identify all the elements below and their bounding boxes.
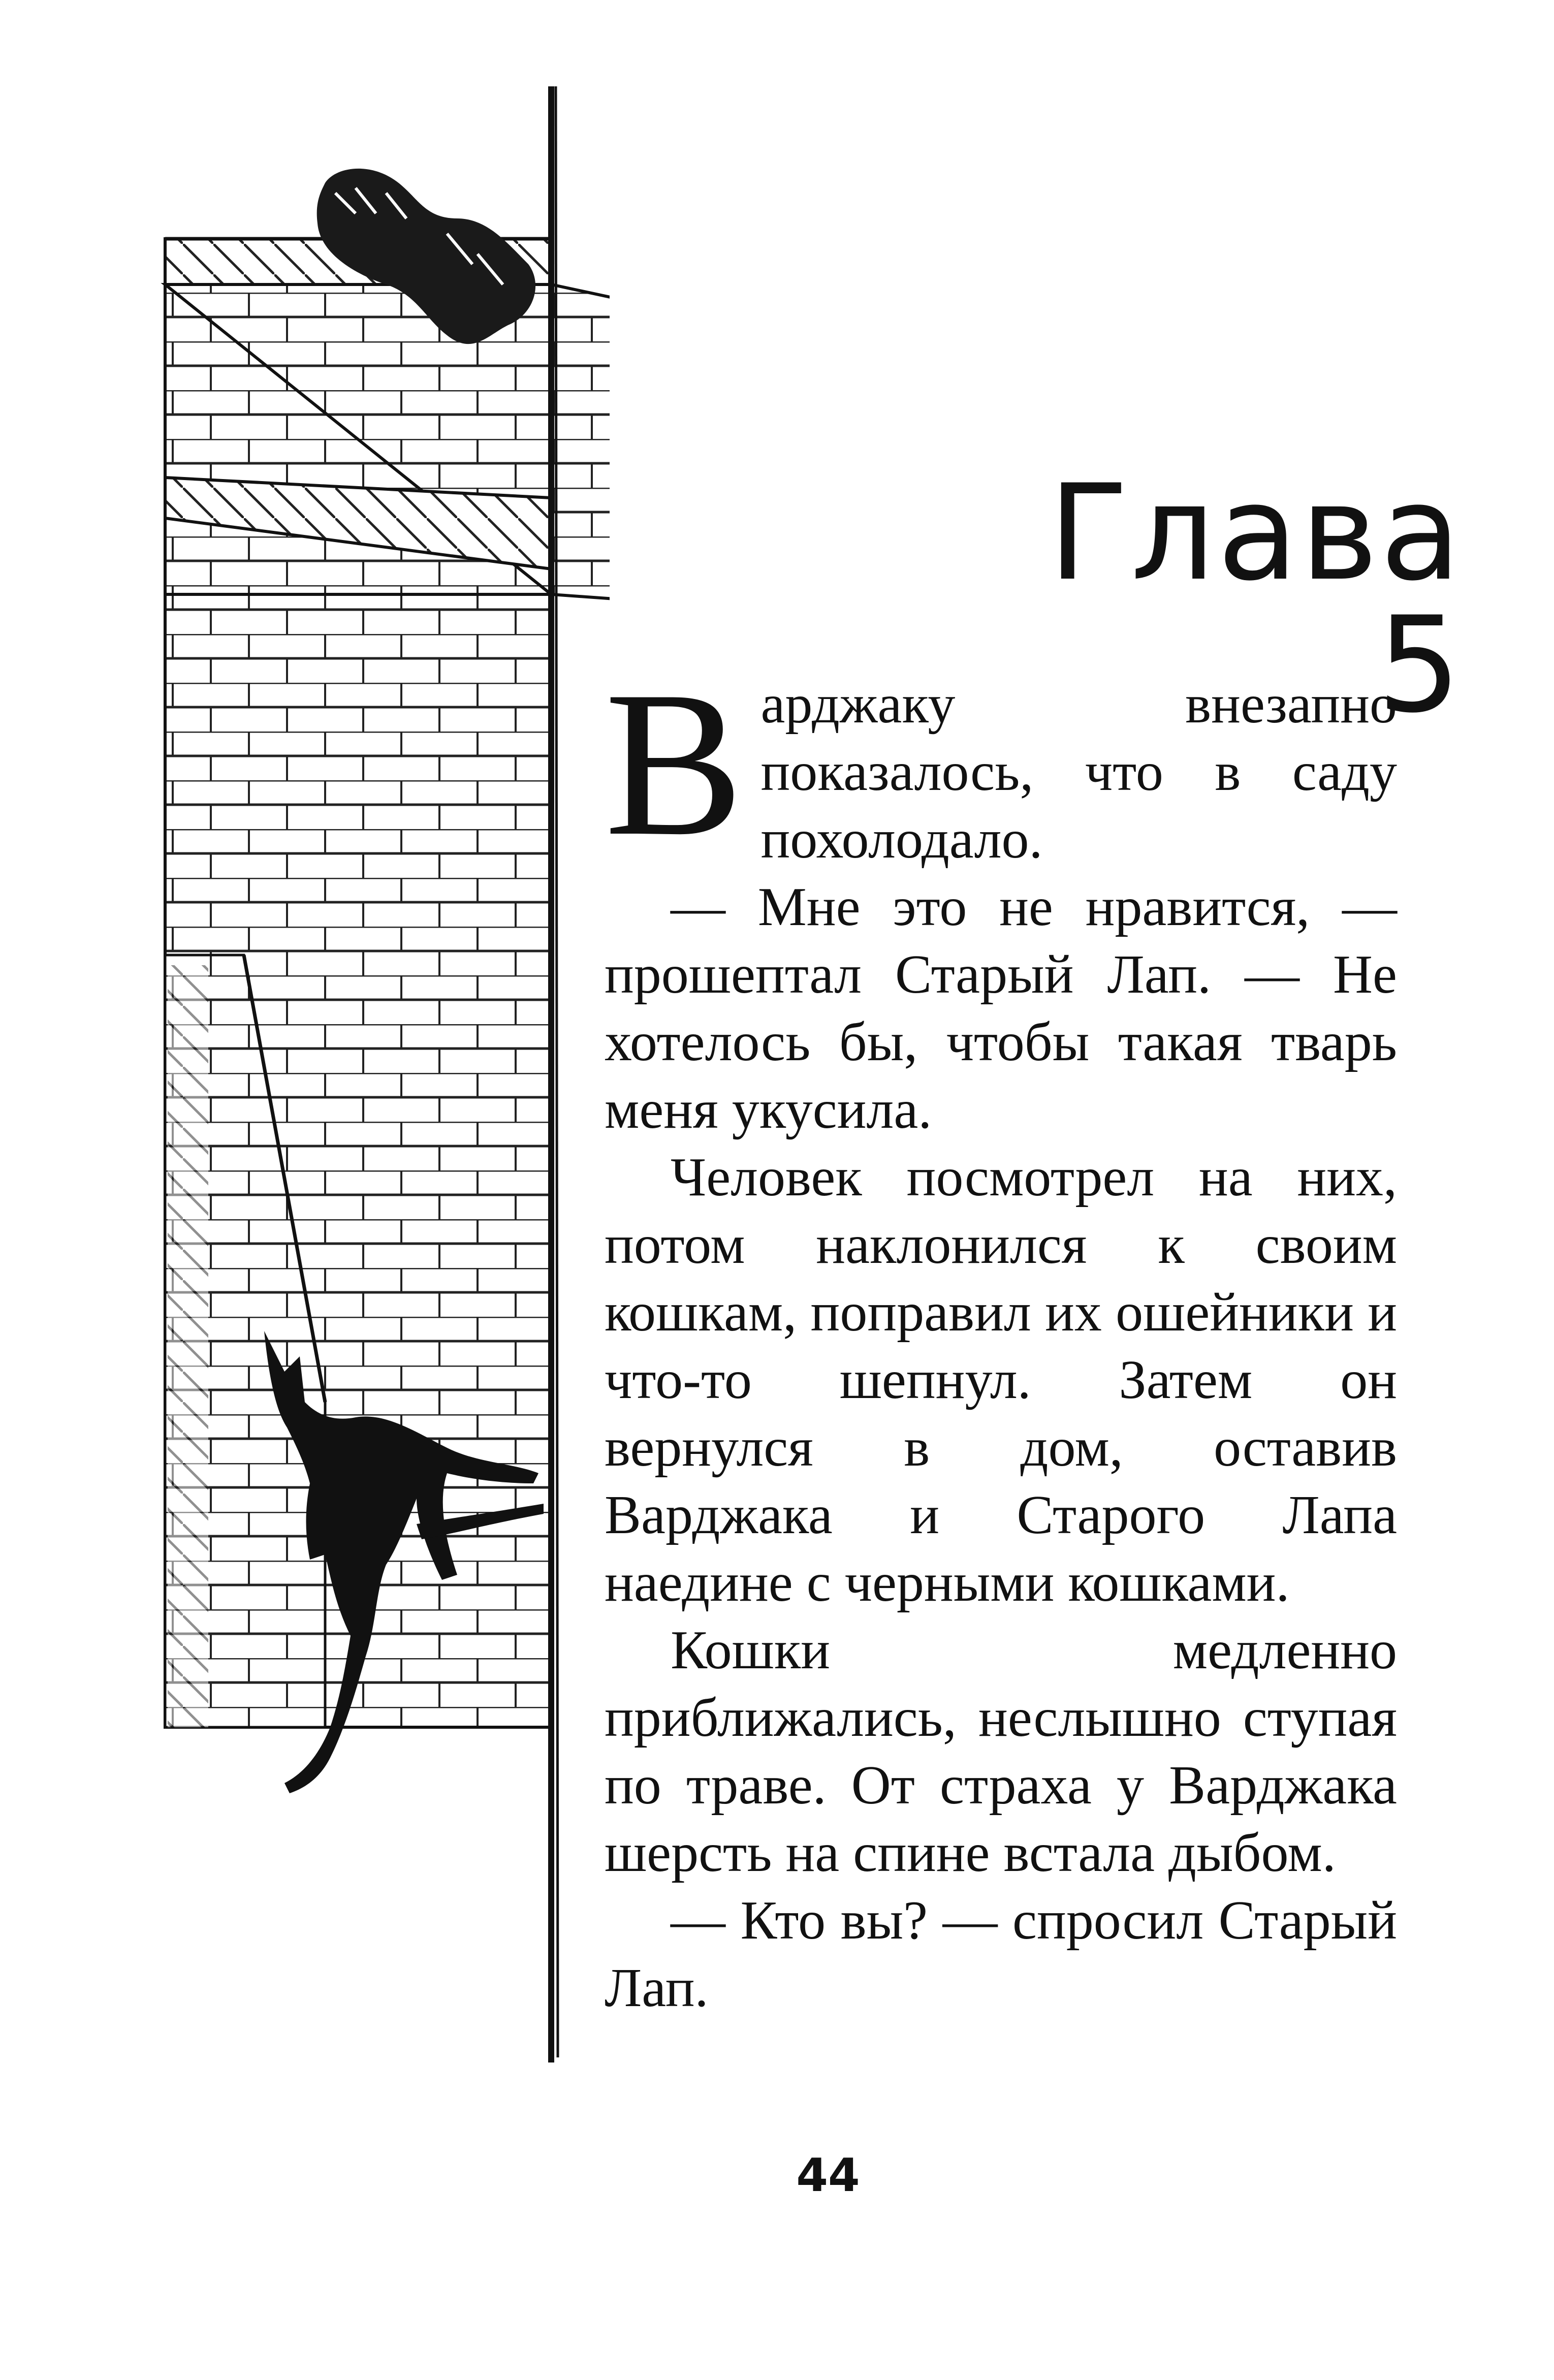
paragraph-3: Человек посмотрел на них, потом наклонился к своим кошкам, поправил их ошейники и что-то шепнул. Затем он вернулся в дом, оставив Варджака и Старого Лапа наедине с черными кошками. [605, 1147, 1397, 1613]
chapter-title: Глава 5 [1048, 457, 1463, 742]
page-number: 44 [796, 2149, 860, 2202]
illustration [0, 0, 610, 2380]
paragraph-5: — Кто вы? — спросил Старый Лап. [605, 1890, 1397, 2018]
paragraph-2: — Мне это не нравится, — прошептал Старый Лап. — Не хотелось бы, чтобы такая тварь меня укусила. [605, 877, 1397, 1140]
paragraph-1 [605, 648, 1397, 879]
chapter-body [605, 648, 1397, 2022]
drop-cap: В [605, 648, 744, 879]
paragraph-text: арджаку внезапно показалось, что в саду похолодало. [760, 674, 1397, 870]
paragraph-4: Кошки медленно приближались, неслышно ступая по траве. От страха у Варджака шерсть на спине встала дыбом. [605, 1620, 1397, 1883]
